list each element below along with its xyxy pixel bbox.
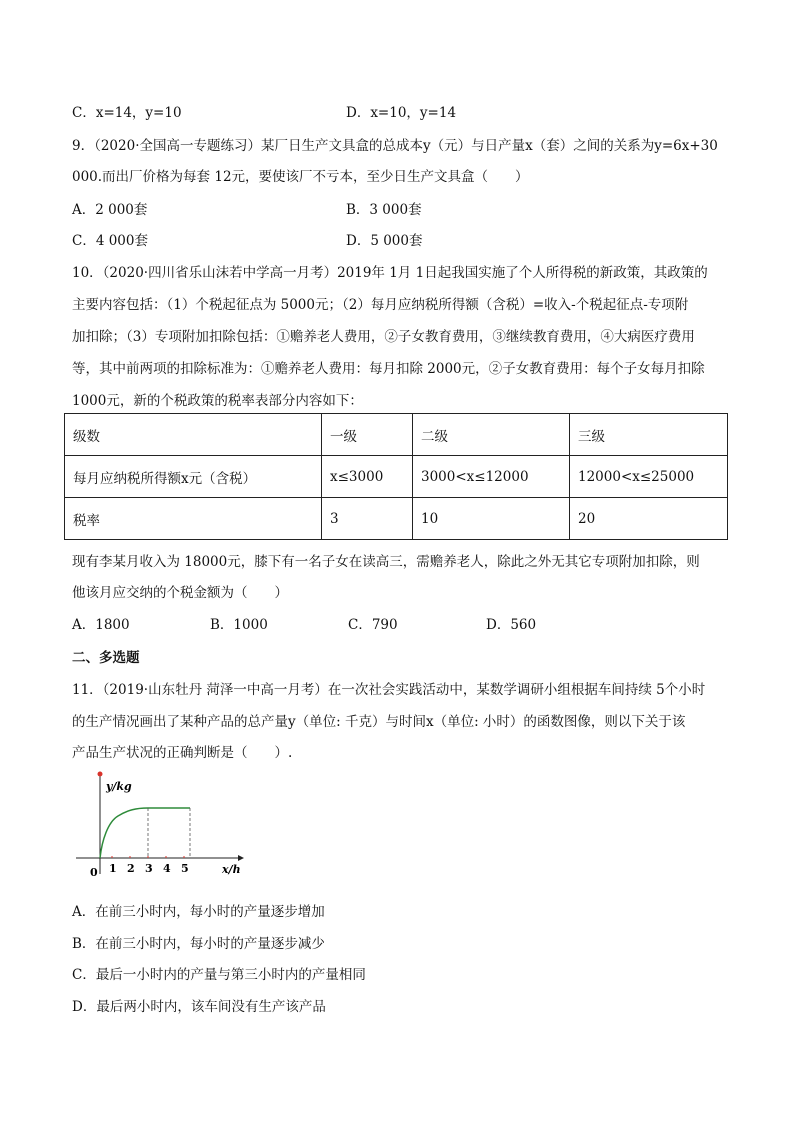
q11-option-c: C．最后一小时内的产量与第三小时内的产量相同 [72, 967, 366, 983]
table-cell: 级数 [65, 414, 322, 456]
production-graph [70, 770, 250, 880]
q9-option-a: A．2 000套 [72, 202, 148, 218]
tick-label-5: 5 [181, 862, 189, 875]
table-cell: 三级 [570, 414, 728, 456]
q10-stem-line5: 1000元，新的个税政策的税率表部分内容如下： [72, 393, 363, 409]
q11-stem-line3: 产品生产状况的正确判断是（ ）. [72, 745, 293, 761]
x-axis-label: x/h [222, 863, 241, 876]
y-axis-arrow-tip-icon [98, 772, 103, 777]
y-axis-label: y/kg [106, 780, 132, 793]
q10-option-c: C．790 [348, 617, 398, 633]
q10-option-a: A．1800 [72, 617, 130, 633]
table-cell: 一级 [322, 414, 413, 456]
q10-stem-line2: 主要内容包括：（1）个税起征点为 5000元；（2）每月应纳税所得额（含税）=收入-个税起征点-专项附 [72, 297, 689, 313]
q9-stem-line2: 000.而出厂价格为每套 12元，要使该厂不亏本，至少日生产文具盒（ ） [72, 169, 529, 185]
table-cell: 3 [322, 498, 413, 540]
q11-option-d: D．最后两小时内，该车间没有生产该产品 [72, 999, 326, 1015]
q8-option-c: C．x=14，y=10 [72, 105, 182, 121]
table-cell: x≤3000 [322, 456, 413, 498]
q11-option-b: B．在前三小时内，每小时的产量逐步减少 [72, 936, 325, 952]
q11-option-a: A．在前三小时内，每小时的产量逐步增加 [72, 904, 325, 920]
origin-label: 0 [90, 866, 98, 879]
table-cell: 20 [570, 498, 728, 540]
production-curve [100, 808, 190, 858]
q10-stem-line4: 等，其中前两项的扣除标准为：①赡养老人费用：每月扣除 2000元，②子女教育费用：每个子女每月扣除 [72, 361, 705, 377]
table-row [65, 456, 728, 498]
q9-option-d: D．5 000套 [346, 233, 423, 249]
table-cell: 3000<x≤12000 [413, 456, 570, 498]
q8-option-d: D．x=10，y=14 [346, 105, 457, 121]
q11-stem-line1: 11．（2019·山东牡丹 菏泽一中高一月考）在一次社会实践活动中，某数学调研小组根据车间持续 5个小时 [72, 682, 706, 698]
x-axis-arrow-icon [238, 855, 244, 861]
table-row [65, 498, 728, 540]
q10-stem-line1: 10．（2020·四川省乐山沫若中学高一月考）2019年 1月 1日起我国实施了个人所得税的新政策，其政策的 [72, 265, 708, 281]
table-cell: 每月应纳税所得额x元（含税） [65, 456, 322, 498]
q9-stem-line1: 9．（2020·全国高一专题练习）某厂日生产文具盒的总成本y（元）与日产量x（套）之间的关系为y=6x+30 [72, 138, 718, 154]
table-cell: 10 [413, 498, 570, 540]
q11-stem-line2: 的生产情况画出了某种产品的总产量y（单位: 千克）与时间x（单位: 小时）的函数图像，则以下关于该 [72, 714, 686, 730]
q10-option-b: B．1000 [210, 617, 268, 633]
tick-label-1: 1 [109, 862, 117, 875]
tick-label-4: 4 [163, 862, 171, 875]
q10-option-d: D．560 [486, 617, 537, 633]
tick-label-2: 2 [127, 862, 135, 875]
q10-stem-line3: 加扣除；（3）专项附加扣除包括：①赡养老人费用，②子女教育费用，③继续教育费用，④大病医疗费用 [72, 329, 695, 345]
q10-after-line1: 现有李某月收入为 18000元，膝下有一名子女在读高三，需赡养老人，除此之外无其它专项附加扣除，则 [72, 554, 700, 570]
table-cell: 二级 [413, 414, 570, 456]
q10-after-line2: 他该月应交纳的个税金额为（ ） [72, 585, 288, 601]
q9-option-b: B．3 000套 [346, 202, 422, 218]
table-cell: 12000<x≤25000 [570, 456, 728, 498]
q9-option-c: C．4 000套 [72, 233, 148, 249]
table-cell: 税率 [65, 498, 322, 540]
tax-rate-table [64, 413, 728, 540]
section-title: 二、多选题 [72, 650, 140, 666]
table-row [65, 414, 728, 456]
tick-label-3: 3 [145, 862, 153, 875]
